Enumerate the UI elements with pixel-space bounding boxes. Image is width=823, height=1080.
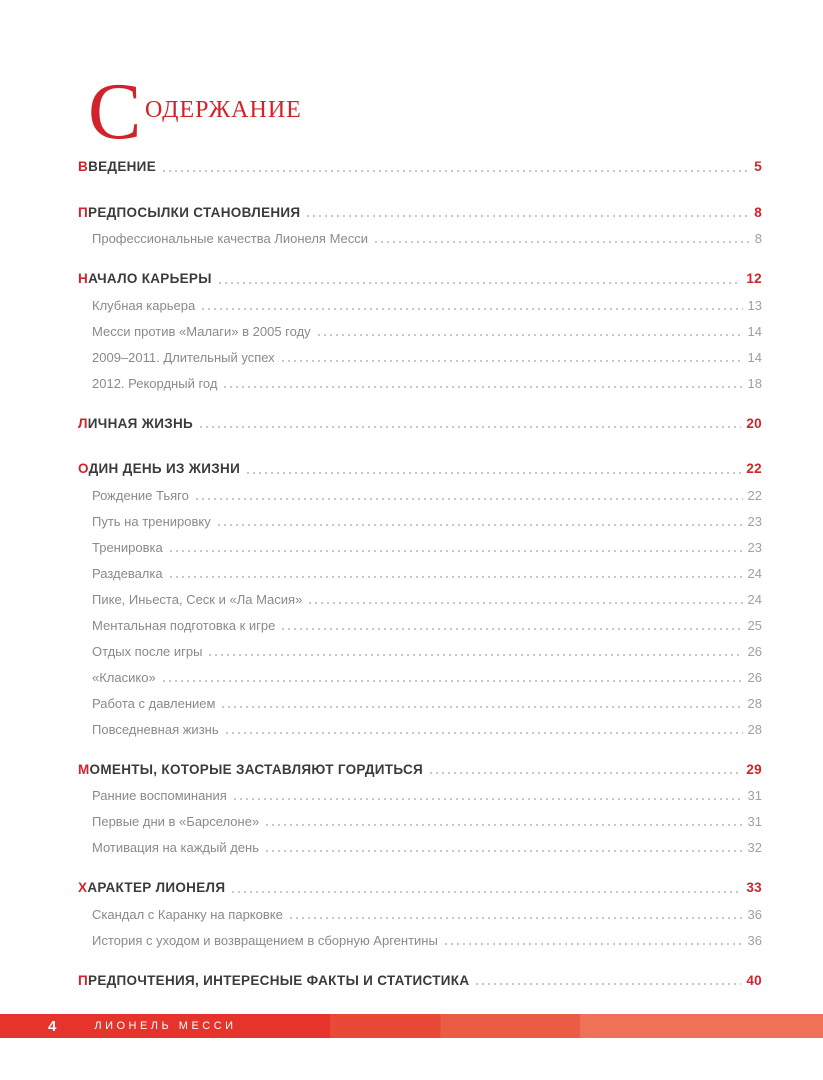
toc-sub-row <box>78 841 762 854</box>
toc-sub-row <box>78 789 762 802</box>
leader-dots <box>219 282 742 284</box>
page-number: 12 <box>746 271 762 286</box>
page-number: 32 <box>747 840 762 855</box>
page-number: 29 <box>746 761 762 777</box>
toc-sub-row <box>78 645 762 658</box>
toc-sub-label: 2012. Рекордный год <box>92 375 218 391</box>
chapter-initial-letter: В <box>78 159 89 174</box>
toc-sub-row <box>78 619 762 632</box>
leader-dots <box>234 798 743 800</box>
toc-sub-label: 2009–2011. Длительный успех <box>92 349 275 365</box>
toc-sub-row <box>78 232 762 245</box>
toc-chapter-row <box>78 974 762 988</box>
toc-sub-row <box>78 593 762 606</box>
toc-sub-label: Путь на тренировку <box>92 513 211 529</box>
page-number: 20 <box>746 415 762 431</box>
leader-dots <box>196 498 743 500</box>
toc-sub-label: История с уходом и возвращением в сборную Аргентины <box>92 932 438 948</box>
chapter-initial-letter: Х <box>78 880 88 895</box>
page-number: 28 <box>747 695 762 711</box>
leader-dots <box>170 576 743 578</box>
toc-sub-label: Отдых после игры <box>92 643 203 659</box>
toc-sub-label: Тренировка <box>92 539 163 555</box>
toc-chapter-label: ПРЕДПОСЫЛКИ СТАНОВЛЕНИЯ <box>78 204 301 220</box>
toc-sub-label: Повседневная жизнь <box>92 721 219 737</box>
leader-dots <box>290 917 743 919</box>
toc-sub-label: Ментальная подготовка к игре <box>92 617 276 633</box>
toc-sub-row <box>78 377 762 390</box>
toc-sub-label: Первые дни в «Барселоне» <box>92 814 260 829</box>
page-number: 40 <box>746 972 762 988</box>
page-number: 36 <box>747 932 762 948</box>
table-of-contents <box>78 68 762 988</box>
toc-sub-label: Раздевалка <box>92 565 163 581</box>
toc-chapter-label: МОМЕНТЫ, КОТОРЫЕ ЗАСТАВЛЯЮТ ГОРДИТЬСЯ <box>78 761 424 777</box>
toc-sub-label: Рождение Тьяго <box>92 487 189 503</box>
toc-sub-row <box>78 541 762 554</box>
page-title <box>78 68 762 160</box>
chapter-initial-letter: О <box>78 461 89 476</box>
leader-dots <box>163 680 743 682</box>
toc-sub-label: Мотивация на каждый день <box>92 840 259 855</box>
page-number: 24 <box>747 591 762 607</box>
chapter-initial-letter: М <box>78 761 90 777</box>
leader-dots <box>266 850 743 852</box>
leader-dots <box>309 602 742 604</box>
toc-chapter-row <box>78 417 762 431</box>
page-number: 23 <box>747 513 762 529</box>
toc-sub-label: «Класико» <box>92 669 156 685</box>
leader-dots <box>163 170 749 172</box>
toc-sub-row <box>78 671 762 684</box>
footer-page-number: 4 <box>48 1017 57 1035</box>
chapter-initial-letter: Н <box>78 271 89 286</box>
page-number: 25 <box>747 617 762 633</box>
leader-dots <box>218 524 743 526</box>
toc-sub-row <box>78 515 762 528</box>
toc-chapter-row <box>78 462 762 476</box>
leader-dots <box>282 628 742 630</box>
chapter-initial-letter: Л <box>78 415 88 431</box>
toc-chapter-label: ПРЕДПОЧТЕНИЯ, ИНТЕРЕСНЫЕ ФАКТЫ И СТАТИСТИКА <box>78 972 470 988</box>
toc-sub-label: Скандал с Каранку на парковке <box>92 906 283 922</box>
page-number: 36 <box>747 906 762 922</box>
leader-dots <box>224 386 742 388</box>
page-number: 33 <box>746 880 762 895</box>
leader-dots <box>232 891 741 893</box>
toc-sub-row <box>78 351 762 364</box>
leader-dots <box>476 983 741 985</box>
page-number: 28 <box>747 721 762 737</box>
toc-chapter-row <box>78 160 762 174</box>
page-number: 22 <box>747 487 762 503</box>
page-number: 18 <box>747 375 762 391</box>
toc-chapter-label: ЛИЧНАЯ ЖИЗНЬ <box>78 415 194 431</box>
toc-sub-row <box>78 815 762 828</box>
leader-dots <box>226 732 743 734</box>
page-number: 26 <box>747 669 762 685</box>
toc-sub-label: Месси против «Малаги» в 2005 году <box>92 323 311 339</box>
toc-chapter-label: НАЧАЛО КАРЬЕРЫ <box>78 271 212 286</box>
toc-sub-label: Клубная карьера <box>92 297 196 313</box>
leader-dots <box>430 772 741 774</box>
footer-book-title: ЛИОНЕЛЬ МЕССИ <box>94 1019 237 1032</box>
page-number: 14 <box>747 349 762 365</box>
page-number: 8 <box>754 204 762 220</box>
toc-sub-row <box>78 934 762 947</box>
page-number: 5 <box>754 159 762 174</box>
toc-chapter-row <box>78 206 762 220</box>
toc-chapter-label: ОДИН ДЕНЬ ИЗ ЖИЗНИ <box>78 461 241 476</box>
title-dropcap-letter: С <box>88 68 142 156</box>
toc-sub-row <box>78 567 762 580</box>
page-number: 8 <box>754 231 762 246</box>
toc-chapter-label: ХАРАКТЕР ЛИОНЕЛЯ <box>78 880 226 895</box>
leader-dots <box>318 334 743 336</box>
leader-dots <box>170 550 743 552</box>
toc-sub-label: Профессиональные качества Лионеля Месси <box>92 231 369 246</box>
toc-sub-row <box>78 325 762 338</box>
leader-dots <box>222 706 742 708</box>
toc-sub-row <box>78 489 762 502</box>
page-number: 23 <box>747 539 762 555</box>
chapter-initial-letter: П <box>78 972 89 988</box>
page-number: 31 <box>747 814 762 829</box>
toc-chapter-row <box>78 881 762 895</box>
toc-list <box>78 160 762 987</box>
toc-chapter-row <box>78 272 762 286</box>
page-title-text: ОДЕРЖАНИЕ <box>145 97 302 123</box>
page-number: 24 <box>747 565 762 581</box>
leader-dots <box>307 215 749 217</box>
page-number: 26 <box>747 643 762 659</box>
toc-chapter-label: ВВЕДЕНИЕ <box>78 159 156 174</box>
leader-dots <box>375 241 750 243</box>
leader-dots <box>266 824 742 826</box>
toc-sub-label: Работа с давлением <box>92 695 216 711</box>
leader-dots <box>200 426 741 428</box>
toc-sub-row <box>78 723 762 736</box>
toc-sub-label: Пике, Иньеста, Сеск и «Ла Масия» <box>92 591 303 607</box>
chapter-initial-letter: П <box>78 204 89 220</box>
footer-bar <box>0 1014 823 1038</box>
toc-sub-row <box>78 908 762 921</box>
leader-dots <box>202 308 742 310</box>
page-number: 31 <box>747 788 762 803</box>
leader-dots <box>282 360 743 362</box>
leader-dots <box>445 943 743 945</box>
toc-chapter-row <box>78 763 762 777</box>
page-number: 13 <box>747 297 762 313</box>
toc-sub-row <box>78 299 762 312</box>
toc-sub-row <box>78 697 762 710</box>
page-number: 22 <box>746 461 762 476</box>
toc-sub-label: Ранние воспоминания <box>92 788 227 803</box>
leader-dots <box>247 472 741 474</box>
page-number: 14 <box>747 323 762 339</box>
leader-dots <box>209 654 742 656</box>
